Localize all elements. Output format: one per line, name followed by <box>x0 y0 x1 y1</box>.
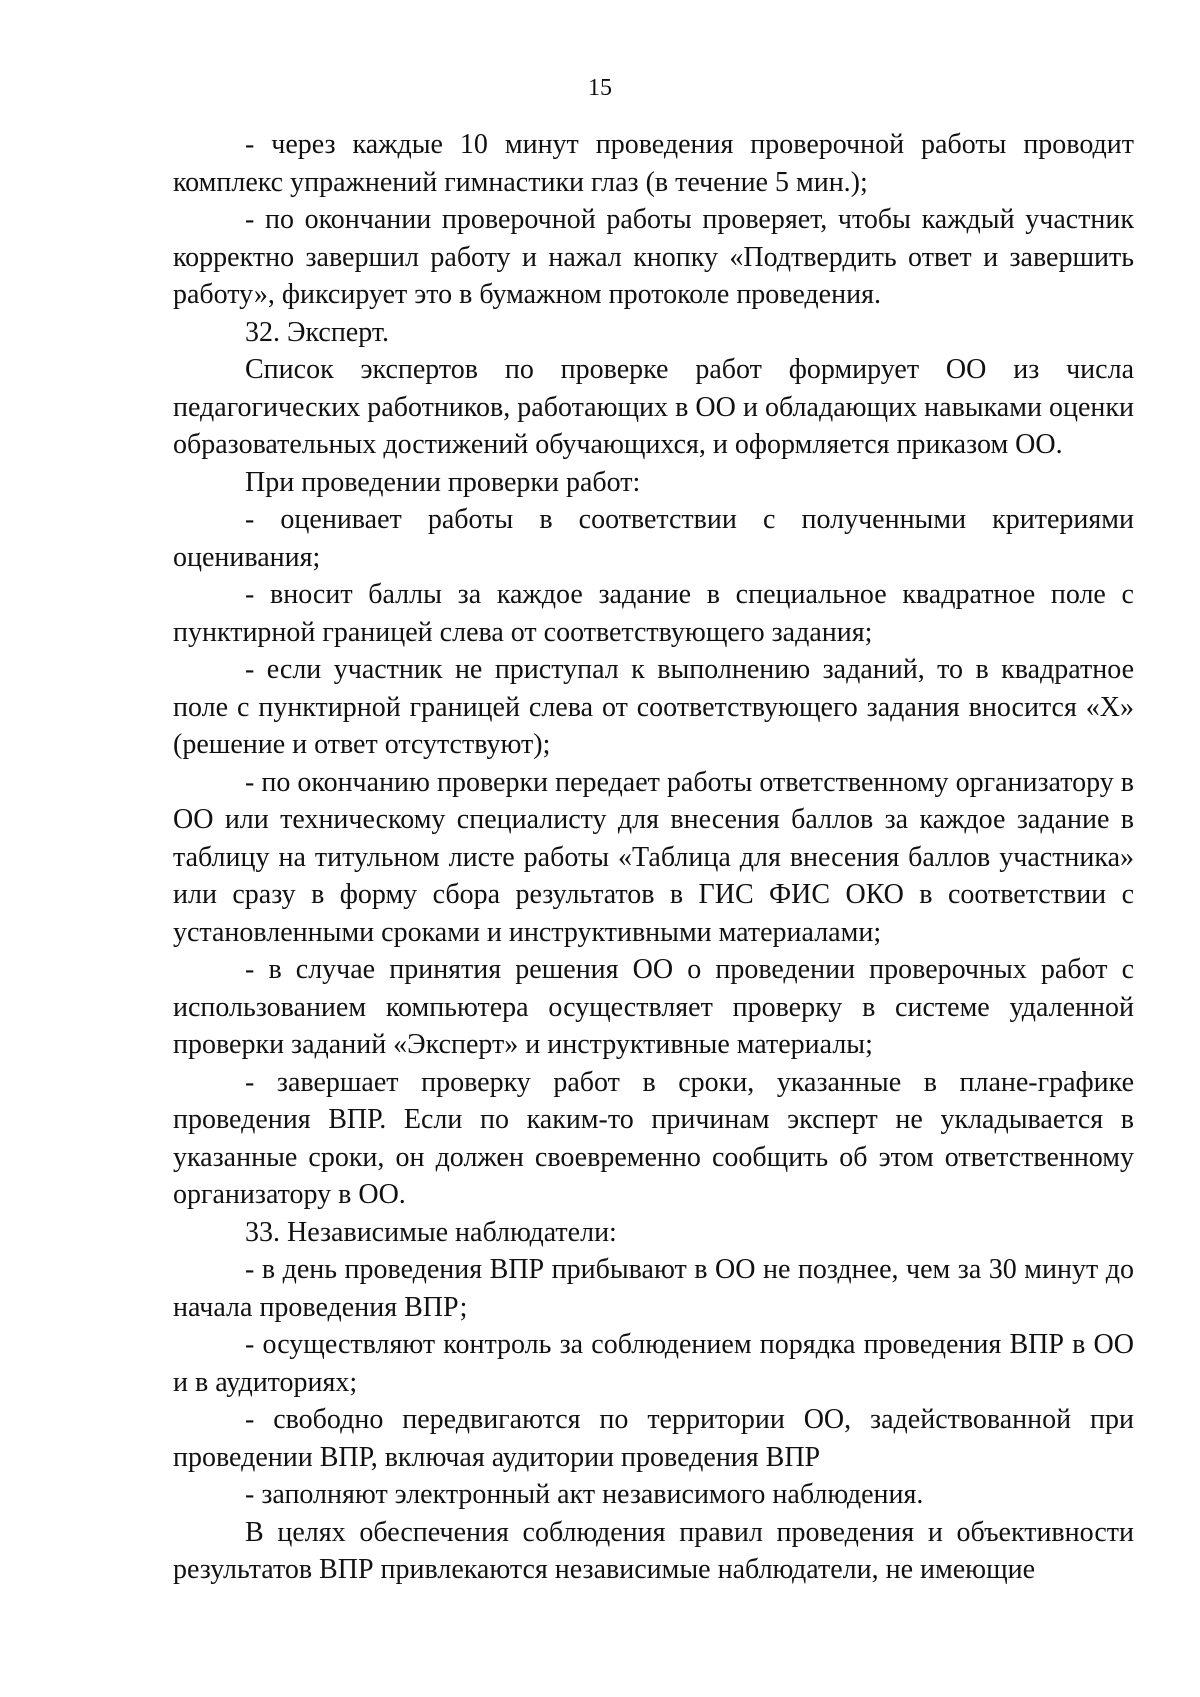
paragraph-observation-act: - заполняют электронный акт независимого наблюдения. <box>245 1479 924 1510</box>
paragraph-control: - осуществляют контроль за соблюдением порядка проведения ВПР в ОО и в аудиториях; <box>173 1329 1134 1398</box>
page-number: 15 <box>588 75 612 101</box>
paragraph-objectivity: В целях обеспечения соблюдения правил проведения и объективности результатов ВПР привлекаются независимые наблюдатели, не имеющие <box>173 1516 1134 1585</box>
paragraph-expert-list: Список экспертов по проверке работ формирует ОО из числа педагогических работников, работающих в ОО и обладающих навыками оценки образовательных достижений обучающихся, и оформляется приказом ОО. <box>173 354 1134 460</box>
paragraph-evaluates-works: - оценивает работы в соответствии с полученными критериями оценивания; <box>173 504 1134 573</box>
heading-section-33-observers: 33. Независимые наблюдатели: <box>245 1216 617 1248</box>
paragraph-enters-scores: - вносит баллы за каждое задание в специальное квадратное поле с пунктирной границей слева от соответствующего задания; <box>173 579 1134 648</box>
paragraph-work-completion-check: - по окончании проверочной работы проверяет, чтобы каждый участник корректно завершил работу и нажал кнопку «Подтвердить ответ и завершить работу», фиксирует это в бумажном протоколе проведения. <box>173 204 1134 310</box>
document-body <box>173 126 1134 1589</box>
paragraph-eye-exercise: - через каждые 10 минут проведения проверочной работы проводит комплекс упражнений гимнастики глаз (в течение 5 мин.); <box>173 129 1134 198</box>
paragraph-deadline: - завершает проверку работ в сроки, указанные в плане-графике проведения ВПР. Если по каким-то причинам эксперт не укладывается в указанные сроки, он должен своевременно сообщить об этом ответственному организатору в ОО. <box>173 1066 1134 1210</box>
paragraph-checking-intro: При проведении проверки работ: <box>245 466 641 498</box>
paragraph-free-movement: - свободно передвигаются по территории ОО, задействованной при проведении ВПР, включая аудитории проведения ВПР <box>173 1404 1134 1473</box>
heading-section-32-expert: 32. Эксперт. <box>245 316 389 348</box>
paragraph-x-mark: - если участник не приступал к выполнению заданий, то в квадратное поле с пунктирной границей слева от соответствующего задания вносится «Х» (решение и ответ отсутствуют); <box>173 654 1134 760</box>
paragraph-arrival-time: - в день проведения ВПР прибывают в ОО не позднее, чем за 30 минут до начала проведения ВПР; <box>173 1254 1134 1323</box>
paragraph-transfer-works: - по окончанию проверки передает работы ответственному организатору в ОО или техническому специалисту для внесения баллов за каждое задание в таблицу на титульном листе работы «Таблица для внесения баллов участника» или сразу в форму сбора результатов в ГИС ФИС ОКО в соответствии с установленными сроками и инструктивными материалами; <box>173 766 1134 948</box>
paragraph-computer-checking: - в случае принятия решения ОО о проведении проверочных работ с использованием компьютера осуществляет проверку в системе удаленной проверки заданий «Эксперт» и инструктивные материалы; <box>173 954 1134 1060</box>
